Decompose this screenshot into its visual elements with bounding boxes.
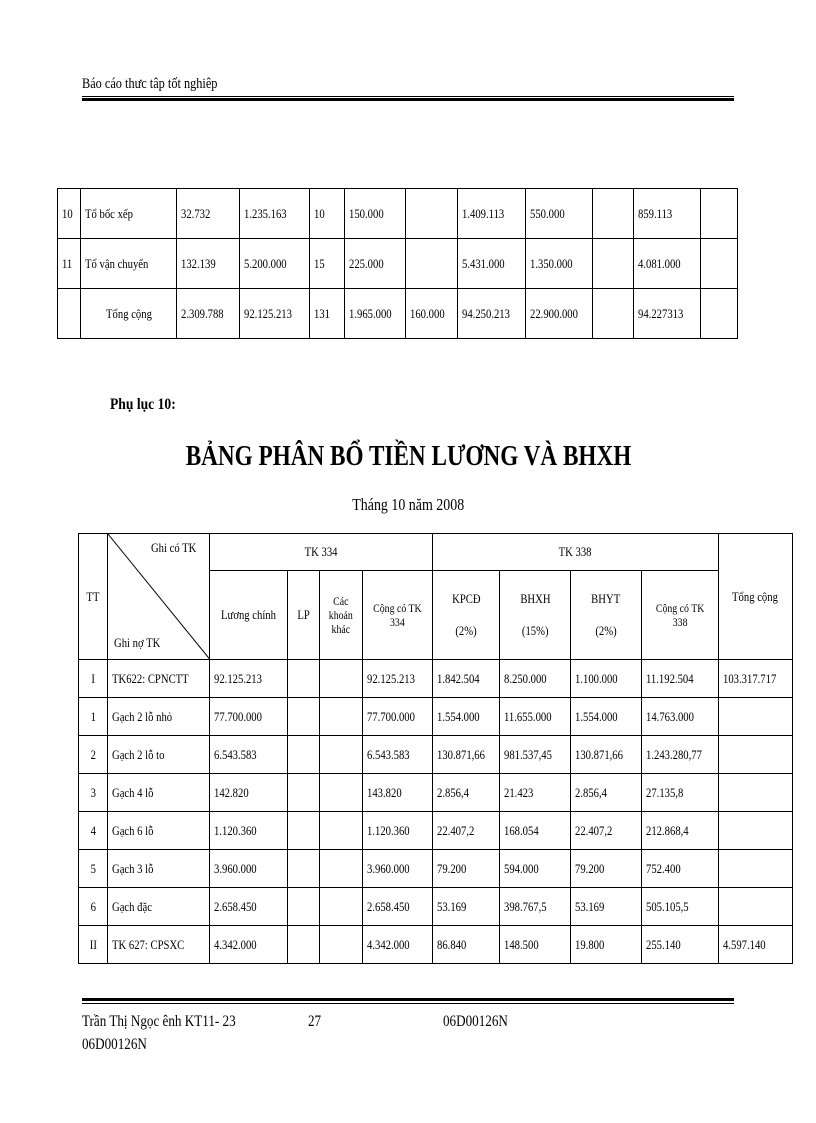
table-cell: 6.543.583 (210, 736, 288, 774)
table-row (79, 698, 793, 736)
header-rule-thin (82, 96, 734, 97)
table-row (79, 850, 793, 888)
table-row (79, 660, 793, 698)
top-table-cell: 94.250.213 (458, 289, 526, 339)
table-cell: 77.700.000 (362, 698, 432, 736)
row-index-cell: II (79, 926, 108, 964)
table-cell (320, 660, 363, 698)
table-cell: 130.871,66 (570, 736, 641, 774)
top-table-cell: 859.113 (633, 189, 701, 239)
top-table-cell: Tổ vận chuyển (80, 239, 176, 289)
top-table-cell (701, 239, 738, 289)
top-table-cell: 150.000 (345, 189, 406, 239)
table-cell: 2.658.450 (362, 888, 432, 926)
table-cell: 86.840 (432, 926, 500, 964)
top-table-cell (701, 289, 738, 339)
top-table-cell (406, 189, 458, 239)
table-cell: 2.658.450 (210, 888, 288, 926)
table-cell: 79.200 (432, 850, 500, 888)
table-cell: 398.767,5 (500, 888, 571, 926)
table-cell: 1.554.000 (570, 698, 641, 736)
table-cell: 6.543.583 (362, 736, 432, 774)
top-table-row (58, 289, 738, 339)
header-diagonal-cell (107, 534, 210, 660)
table-cell: Gạch đặc (107, 888, 210, 926)
row-index-cell: 6 (79, 888, 108, 926)
table-cell (288, 736, 320, 774)
table-cell: 92.125.213 (362, 660, 432, 698)
table-cell (320, 850, 363, 888)
table-cell: 53.169 (432, 888, 500, 926)
top-table-cell: 2.309.788 (177, 289, 240, 339)
table-cell: 3.960.000 (362, 850, 432, 888)
table-cell: 8.250.000 (500, 660, 571, 698)
table-cell (288, 812, 320, 850)
table-cell: 2.856,4 (432, 774, 500, 812)
table-cell: 1.120.360 (210, 812, 288, 850)
top-table-row (58, 189, 738, 239)
top-table-cell (58, 289, 81, 339)
salary-allocation-table (78, 533, 793, 964)
table-cell: 1.554.000 (432, 698, 500, 736)
table-cell (288, 660, 320, 698)
top-table-cell: 1.965.000 (345, 289, 406, 339)
table-cell: 4.597.140 (718, 926, 792, 964)
top-table-cell: 22.900.000 (525, 289, 593, 339)
table-cell: Gạch 2 lỗ to (107, 736, 210, 774)
header-rule-thick (82, 98, 734, 101)
table-cell: 79.200 (570, 850, 641, 888)
top-table-cell: 225.000 (345, 239, 406, 289)
table-cell: TK 627: CPSXC (107, 926, 210, 964)
top-table-cell (593, 239, 633, 289)
table-cell: 505.105,5 (641, 888, 718, 926)
table-cell (718, 774, 792, 812)
table-cell: 168.054 (500, 812, 571, 850)
table-cell (320, 926, 363, 964)
header-tk334: TK 334 (210, 534, 433, 571)
table-cell: 14.763.000 (641, 698, 718, 736)
table-cell (288, 850, 320, 888)
top-table-cell: 92.125.213 (239, 289, 309, 339)
top-table-cell: 10 (309, 189, 344, 239)
top-table-cell (593, 189, 633, 239)
footer-rule-thin (82, 1003, 734, 1004)
top-table-cell: 11 (58, 239, 81, 289)
top-table-cell: 5.200.000 (239, 239, 309, 289)
table-cell (288, 774, 320, 812)
top-table-cell: 132.139 (177, 239, 240, 289)
table-cell: 594.000 (500, 850, 571, 888)
table-row (79, 774, 793, 812)
table-cell: 143.820 (362, 774, 432, 812)
header-cac-khoan-khac: Các khoản khác (320, 571, 363, 660)
header-title: Báo cáo thưc tâp tốt nghiêp (82, 76, 218, 92)
top-table-cell: 10 (58, 189, 81, 239)
header-tong-cong: Tổng cộng (718, 534, 792, 660)
table-cell: 53.169 (570, 888, 641, 926)
table-cell (718, 812, 792, 850)
table-cell (288, 926, 320, 964)
table-cell: 103.317.717 (718, 660, 792, 698)
row-index-cell: 3 (79, 774, 108, 812)
header-bhxh: BHXH (15%) (500, 571, 571, 660)
appendix-label: Phụ lục 10: (110, 396, 176, 413)
table-row (79, 812, 793, 850)
table-cell: 1.100.000 (570, 660, 641, 698)
table-cell: 92.125.213 (210, 660, 288, 698)
table-cell: 142.820 (210, 774, 288, 812)
header-bhyt: BHYT (2%) (570, 571, 641, 660)
row-index-cell: 1 (79, 698, 108, 736)
table-cell (718, 850, 792, 888)
header-ghi-co: Ghi có TK (150, 540, 197, 555)
top-table-cell: 32.732 (177, 189, 240, 239)
footer-author: Trần Thị Ngọc ênh KT11- 23 (82, 1013, 236, 1030)
table-cell: 11.655.000 (500, 698, 571, 736)
top-table-cell: 15 (309, 239, 344, 289)
table-cell (320, 774, 363, 812)
table-cell: 130.871,66 (432, 736, 500, 774)
top-continued-table (57, 188, 738, 339)
top-table-cell: Tổng cộng (80, 289, 176, 339)
footer-page-number: 27 (308, 1013, 322, 1030)
footer-code: 06D00126N (443, 1013, 508, 1030)
table-cell: 148.500 (500, 926, 571, 964)
table-cell: 255.140 (641, 926, 718, 964)
table-cell (320, 888, 363, 926)
top-table-cell: 131 (309, 289, 344, 339)
table-cell (320, 812, 363, 850)
header-ghi-no: Ghi nợ TK (113, 635, 160, 650)
header-cong-co-334: Cộng có TK 334 (362, 571, 432, 660)
top-table-cell: 4.081.000 (633, 239, 701, 289)
table-cell: 11.192.504 (641, 660, 718, 698)
table-cell: Gạch 3 lỗ (107, 850, 210, 888)
table-cell: 1.842.504 (432, 660, 500, 698)
row-index-cell: 5 (79, 850, 108, 888)
row-index-cell: I (79, 660, 108, 698)
header-row-1 (79, 534, 793, 571)
table-row (79, 926, 793, 964)
table-cell: 4.342.000 (210, 926, 288, 964)
table-cell: 77.700.000 (210, 698, 288, 736)
table-cell: 212.868,4 (641, 812, 718, 850)
table-cell: 19.800 (570, 926, 641, 964)
footer-code-below: 06D00126N (82, 1036, 147, 1053)
footer-rule-thick (82, 998, 734, 1001)
top-table-cell: 1.409.113 (458, 189, 526, 239)
table-title: BẢNG PHÂN BỔ TIỀN LƯƠNG VÀ BHXH (185, 440, 631, 472)
table-cell: Gạch 4 lỗ (107, 774, 210, 812)
table-cell (718, 736, 792, 774)
top-table-cell: 1.350.000 (525, 239, 593, 289)
table-cell: 1.243.280,77 (641, 736, 718, 774)
table-cell: TK622: CPNCTT (107, 660, 210, 698)
top-table-cell: 1.235.163 (239, 189, 309, 239)
table-cell (718, 888, 792, 926)
table-cell: 22.407,2 (570, 812, 641, 850)
table-cell: 22.407,2 (432, 812, 500, 850)
table-cell: 3.960.000 (210, 850, 288, 888)
top-table-cell: 550.000 (525, 189, 593, 239)
table-cell: Gạch 6 lỗ (107, 812, 210, 850)
top-table-cell: 94.227313 (633, 289, 701, 339)
top-table-cell: Tổ bốc xếp (80, 189, 176, 239)
table-cell (288, 698, 320, 736)
top-table-cell: 5.431.000 (458, 239, 526, 289)
table-cell: 4.342.000 (362, 926, 432, 964)
row-index-cell: 4 (79, 812, 108, 850)
header-luong-chinh: Lương chính (210, 571, 288, 660)
table-cell (320, 736, 363, 774)
header-lp: LP (288, 571, 320, 660)
table-cell: 27.135,8 (641, 774, 718, 812)
table-cell: Gạch 2 lỗ nhỏ (107, 698, 210, 736)
table-cell (288, 888, 320, 926)
table-cell (718, 698, 792, 736)
top-table-row (58, 239, 738, 289)
table-cell (320, 698, 363, 736)
table-row (79, 888, 793, 926)
table-cell: 1.120.360 (362, 812, 432, 850)
row-index-cell: 2 (79, 736, 108, 774)
table-cell: 2.856,4 (570, 774, 641, 812)
table-row (79, 736, 793, 774)
top-table-cell (406, 239, 458, 289)
table-cell: 752.400 (641, 850, 718, 888)
header-tk338: TK 338 (432, 534, 718, 571)
table-cell: 981.537,45 (500, 736, 571, 774)
top-table-cell (593, 289, 633, 339)
table-cell: 21.423 (500, 774, 571, 812)
header-kpcd: KPCĐ (2%) (432, 571, 500, 660)
top-table-cell (701, 189, 738, 239)
table-subtitle: Tháng 10 năm 2008 (352, 495, 464, 514)
header-cong-co-338: Cộng có TK 338 (641, 571, 718, 660)
header-tt: TT (79, 534, 108, 660)
top-table-cell: 160.000 (406, 289, 458, 339)
